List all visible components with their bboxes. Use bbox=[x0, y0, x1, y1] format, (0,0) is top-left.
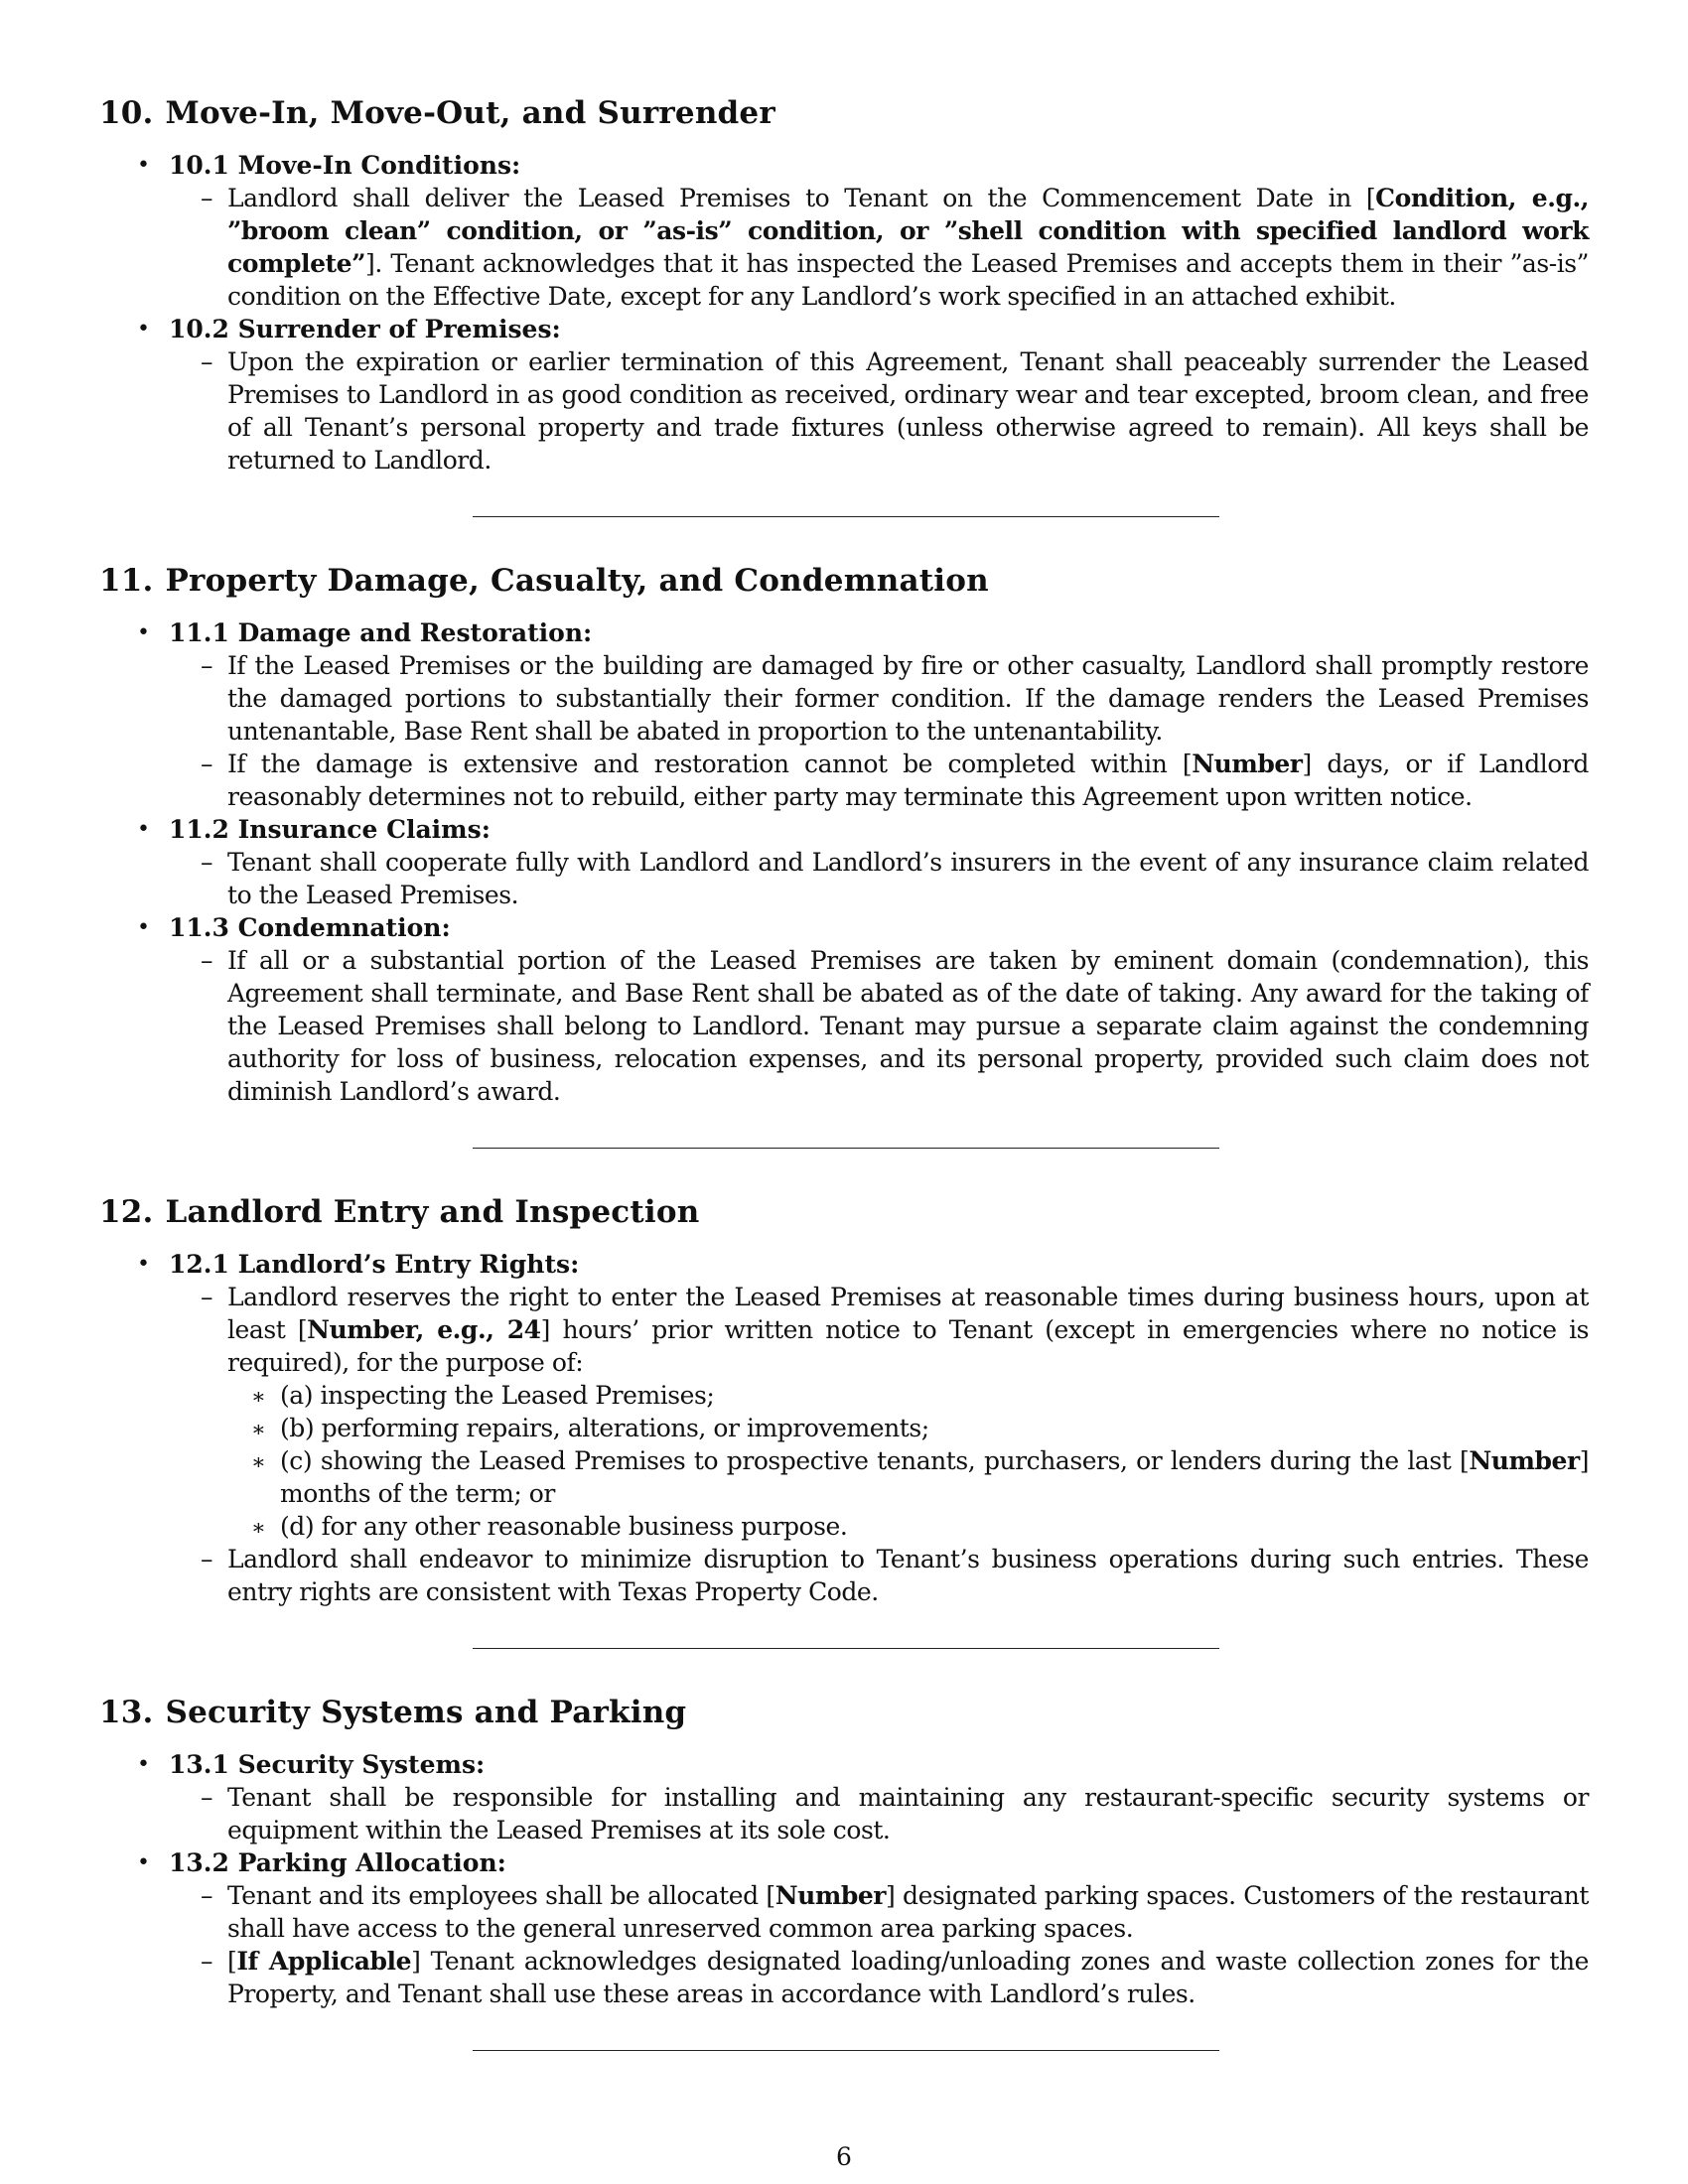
dash-icon: – bbox=[201, 1783, 213, 1812]
clause-item bbox=[99, 1846, 1589, 2010]
section-items bbox=[99, 1748, 1589, 2010]
clause-title: 13.1 Security Systems: bbox=[169, 1750, 486, 1779]
text-segment: Upon the expiration or earlier termination of this Agreement, Tenant shall peaceably surrender the Leased Premises to Landlord in as good condition as received, ordinary wear and tear excepted, broom clean, and free of all Tenant’s personal property and trade fixtures (unless otherwise agreed to remain). All keys shall be returned to Landlord. bbox=[227, 347, 1589, 475]
clause-paragraphs bbox=[169, 182, 1589, 313]
dash-icon: – bbox=[201, 848, 213, 877]
text-segment: If the Leased Premises or the building are damaged by fire or other casualty, Landlord shall promptly restore the damaged portions to substantially their former condition. If the damage renders the Leased Premises untenantable, Base Rent shall be abated in proportion to the untenantability. bbox=[227, 651, 1589, 746]
paragraph-text bbox=[227, 944, 1589, 1108]
placeholder-text: Condition, e.g., ”broom clean” condition, or ”as-is” condition, or ”shell condition with specified landlord work complete” bbox=[227, 184, 1590, 278]
text-segment: (d) for any other reasonable business purpose. bbox=[280, 1512, 848, 1541]
clause-item bbox=[99, 1748, 1589, 1846]
section-items bbox=[99, 149, 1589, 477]
text-segment: (b) performing repairs, alterations, or improvements; bbox=[280, 1414, 929, 1442]
clause-item bbox=[99, 813, 1589, 911]
section-items bbox=[99, 1248, 1589, 1608]
clause-title: 10.1 Move-In Conditions: bbox=[169, 151, 521, 180]
clause-paragraph bbox=[169, 944, 1589, 1108]
section-number: 10. bbox=[99, 95, 154, 131]
text-segment: ] designated parking spaces. Customers of the restaurant shall have access to the general unreserved common area parking spaces. bbox=[227, 1881, 1589, 1943]
paragraph-text bbox=[227, 649, 1589, 748]
dash-icon: – bbox=[201, 1545, 213, 1573]
sub-item-text bbox=[280, 1412, 1589, 1444]
paragraph-text bbox=[227, 1281, 1589, 1379]
clause-item bbox=[99, 1248, 1589, 1608]
clause-title: 10.2 Surrender of Premises: bbox=[169, 315, 561, 343]
dash-icon: – bbox=[201, 1881, 213, 1910]
placeholder-text: If Applicable bbox=[236, 1947, 412, 1976]
section-divider bbox=[473, 1648, 1219, 1649]
section-heading bbox=[99, 91, 1589, 135]
clause-paragraph bbox=[169, 1781, 1589, 1846]
text-segment: ] days, or if Landlord reasonably determines not to rebuild, either party may terminate this Agreement upon written notice. bbox=[227, 750, 1589, 811]
sub-item-text bbox=[280, 1379, 1589, 1412]
sub-list bbox=[227, 1379, 1589, 1543]
text-segment: ] Tenant acknowledges designated loading/unloading zones and waste collection zones for the Property, and Tenant shall use these areas in accordance with Landlord’s rules. bbox=[227, 1947, 1589, 2008]
clause-paragraphs bbox=[169, 649, 1589, 813]
placeholder-text: Number bbox=[1192, 750, 1303, 778]
text-segment: Tenant shall cooperate fully with Landlord and Landlord’s insurers in the event of any insurance claim related to the Leased Premises. bbox=[227, 848, 1589, 909]
paragraph-text bbox=[227, 182, 1589, 313]
clause-item bbox=[99, 616, 1589, 813]
section-items bbox=[99, 616, 1589, 1108]
sub-item-text bbox=[280, 1510, 1589, 1543]
paragraph-text bbox=[227, 1945, 1589, 2010]
clause-paragraph bbox=[169, 182, 1589, 313]
dash-icon: – bbox=[201, 347, 213, 376]
text-segment: Landlord shall deliver the Leased Premises to Tenant on the Commencement Date in bbox=[227, 184, 1366, 212]
clause-title: 11.2 Insurance Claims: bbox=[169, 815, 491, 844]
paragraph-text bbox=[227, 1879, 1589, 1945]
clause-title: 11.1 Damage and Restoration: bbox=[169, 618, 593, 647]
text-segment: ] hours’ prior written notice to Tenant (except in emergencies where no notice is required), for the purpose of: bbox=[227, 1315, 1590, 1377]
section-title: Move-In, Move-Out, and Surrender bbox=[165, 95, 775, 131]
bullet-icon: • bbox=[137, 915, 150, 940]
text-segment: If the damage is extensive and restoration cannot be completed within [ bbox=[227, 750, 1193, 778]
clause-title: 13.2 Parking Allocation: bbox=[169, 1848, 506, 1877]
clause-item bbox=[99, 313, 1589, 477]
clause-item bbox=[99, 911, 1589, 1108]
text-segment: Tenant and its employees shall be allocated [ bbox=[227, 1881, 775, 1910]
section-number: 13. bbox=[99, 1695, 154, 1730]
placeholder-text: Number bbox=[1469, 1446, 1580, 1475]
clause-paragraph bbox=[169, 1879, 1589, 1945]
sub-item bbox=[227, 1412, 1589, 1444]
clause-paragraph bbox=[169, 748, 1589, 813]
section-number: 11. bbox=[99, 563, 154, 599]
text-segment: If all or a substantial portion of the Leased Premises are taken by eminent domain (condemnation), this Agreement shall terminate, and Base Rent shall be abated as of the date of taking. Any award for the taking of the Leased Premises shall belong to Landlord. Tenant may pursue a separate claim against the condemning authority for loss of business, relocation expenses, and its personal property, provided such claim does not diminish Landlord’s award. bbox=[227, 946, 1589, 1106]
document-body bbox=[99, 91, 1589, 2051]
dash-icon: – bbox=[201, 184, 213, 212]
dash-icon: – bbox=[201, 651, 213, 680]
dash-icon: – bbox=[201, 1283, 213, 1311]
text-segment: (c) showing the Leased Premises to prospective tenants, purchasers, or lenders during the last [ bbox=[280, 1446, 1470, 1475]
paragraph-text bbox=[227, 1781, 1589, 1846]
paragraph-text bbox=[227, 748, 1589, 813]
section-heading bbox=[99, 1190, 1589, 1234]
clause-paragraph bbox=[169, 649, 1589, 748]
section-heading bbox=[99, 559, 1589, 603]
clause-paragraph bbox=[169, 1281, 1589, 1543]
paragraph-text bbox=[227, 345, 1589, 477]
text-segment: Tenant shall be responsible for installing and maintaining any restaurant-specific security systems or equipment within the Leased Premises at its sole cost. bbox=[227, 1783, 1589, 1844]
text-segment: [ bbox=[1365, 184, 1376, 212]
section-title: Property Damage, Casualty, and Condemnation bbox=[165, 563, 989, 599]
section-divider bbox=[473, 2050, 1219, 2051]
section-divider bbox=[473, 1148, 1219, 1149]
text-segment: Landlord shall endeavor to minimize disruption to Tenant’s business operations during such entries. These entry rights are consistent with Texas Property Code. bbox=[227, 1545, 1589, 1606]
clause-paragraphs bbox=[169, 345, 1589, 477]
clause-title: 11.3 Condemnation: bbox=[169, 913, 451, 942]
bullet-icon: • bbox=[137, 317, 150, 341]
paragraph-text bbox=[227, 1543, 1589, 1608]
dash-icon: – bbox=[201, 750, 213, 778]
clause-title: 12.1 Landlord’s Entry Rights: bbox=[169, 1250, 580, 1279]
clause-paragraphs bbox=[169, 846, 1589, 911]
bullet-icon: • bbox=[137, 1252, 150, 1277]
bullet-icon: • bbox=[137, 1752, 150, 1777]
text-segment: (a) inspecting the Leased Premises; bbox=[280, 1381, 715, 1410]
text-segment: Landlord reserves the right to enter the Leased Premises at reasonable times during business hours, upon at least [ bbox=[227, 1283, 1589, 1344]
text-segment: ]. Tenant acknowledges that it has inspected the Leased Premises and accepts them in their ”as-is” condition on the Effective Date, except for any Landlord’s work specified in an attached exhibit. bbox=[227, 249, 1589, 311]
asterisk-icon: ∗ bbox=[251, 1418, 266, 1442]
sub-item bbox=[227, 1444, 1589, 1510]
clause-paragraphs bbox=[169, 944, 1589, 1108]
bullet-icon: • bbox=[137, 620, 150, 645]
section-divider bbox=[473, 516, 1219, 517]
clause-paragraph bbox=[169, 846, 1589, 911]
dash-icon: – bbox=[201, 946, 213, 975]
clause-paragraph bbox=[169, 1945, 1589, 2010]
clause-paragraphs bbox=[169, 1781, 1589, 1846]
dash-icon: – bbox=[201, 1947, 213, 1976]
section-title: Security Systems and Parking bbox=[165, 1695, 687, 1730]
bullet-icon: • bbox=[137, 1850, 150, 1875]
section-title: Landlord Entry and Inspection bbox=[165, 1194, 700, 1230]
section-number: 12. bbox=[99, 1194, 154, 1230]
asterisk-icon: ∗ bbox=[251, 1450, 266, 1475]
asterisk-icon: ∗ bbox=[251, 1385, 266, 1410]
bullet-icon: • bbox=[137, 153, 150, 178]
asterisk-icon: ∗ bbox=[251, 1516, 266, 1541]
clause-paragraphs bbox=[169, 1879, 1589, 2010]
paragraph-text bbox=[227, 846, 1589, 911]
clause-item bbox=[99, 149, 1589, 313]
section-heading bbox=[99, 1691, 1589, 1734]
sub-item-text bbox=[280, 1444, 1589, 1510]
text-segment: ] months of the term; or bbox=[280, 1446, 1589, 1508]
sub-item bbox=[227, 1379, 1589, 1412]
clause-paragraphs bbox=[169, 1281, 1589, 1608]
bullet-icon: • bbox=[137, 817, 150, 842]
placeholder-text: Number, e.g., 24 bbox=[307, 1315, 541, 1344]
placeholder-text: Number bbox=[774, 1881, 887, 1910]
clause-paragraph bbox=[169, 1543, 1589, 1608]
page-number: 6 bbox=[836, 2142, 852, 2171]
text-segment: [ bbox=[227, 1947, 237, 1976]
sub-item bbox=[227, 1510, 1589, 1543]
clause-paragraph bbox=[169, 345, 1589, 477]
